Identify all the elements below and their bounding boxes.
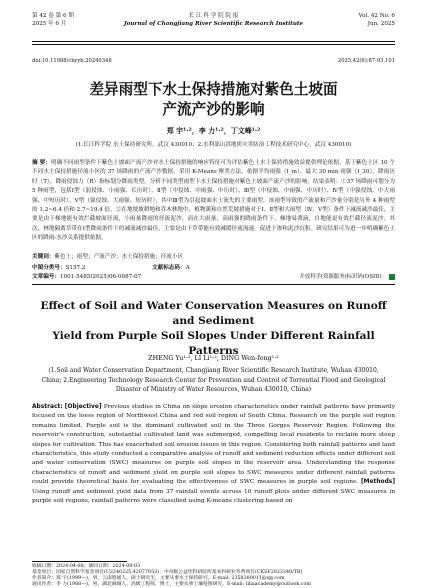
objective-label: [Objective] — [64, 404, 102, 410]
doc-code-group — [152, 264, 190, 273]
cn-keywords-label: 关键词： — [32, 254, 55, 260]
journal-name-cn: 长 江 科 学 院 院 报 — [188, 13, 239, 19]
doc-code-label: 文献标志码： — [152, 265, 186, 271]
clc-label: 中图分类号： — [32, 265, 66, 271]
osid-qr-icon[interactable] — [389, 274, 395, 280]
cn-title-line: 差异雨型下水土保持措施对紫色土坡面 — [89, 81, 338, 98]
clc-group — [32, 264, 152, 273]
date-en: Jun. 2025 — [367, 21, 395, 27]
methods-text: Using runoff and sediment yield data from 37 rainfall events across 10 runoff plots under different SWC measures in purple soil regions, rainfall patterns were classified using K-means clustering based on — [32, 488, 395, 505]
article-no-value: 1001-5485(2025)06-0087-07 — [59, 274, 142, 280]
header-rule — [32, 41, 395, 45]
doi-line — [32, 58, 395, 64]
running-head-center — [32, 12, 395, 28]
cn-authors: 郑 宇¹·²，李 力¹·²，丁文峰¹·² — [166, 126, 261, 135]
doc-code-value: A — [185, 265, 190, 271]
running-head-right — [359, 12, 395, 28]
en-abstract-text: Previous studies in China on slope erosion characteristics under rainfall patterns have primarily focused on the loess region of Northwest China and red soil region of South China. Research on the purple soil region remains limited. Purple soil is the dominant cultivated soil in the Three Gorges Reservoir Region. Following the reservoir's construction, substantial cultivated land was submerged, compelling local residents to reclaim more steep slopes for cultivation. This has exacerbated soil erosion issues in this region. Considering both rainfall patterns and land characteristics, this study conducted a comparative analysis of runoff and sediment reduction effects under different soil and water conservation (SWC) measures on purple soil slopes in the reservoir area. Understanding the response characteristics of runoff and sediment yield on purple soil slopes to SWC measures under different rainfall patterns could provide theoretical basis for evaluating the effectiveness of SWC measures in purple soil regions. — [32, 404, 396, 486]
en-abstract-label: Abstract: — [32, 404, 63, 410]
footnote: 作者简介：郑 宇(1999—)，男，云南昭通人，硕士研究生，主要从事水土保持研究。E-mail: 2358389011@qq.com — [32, 576, 285, 581]
running-head — [32, 12, 395, 38]
cn-abstract — [32, 159, 395, 244]
osid-label: 开放科学(资源服务)标识码(OSID)： — [299, 274, 387, 280]
en-affiliation: (1.Soil and Water Conservation Department, Changjiang River Scientific Research Institute, Wuhan 430010, China; 2.Engineering Technology Research Center for Prevention and Control of Torrential Flood and Geological Disaster of Ministry of Water Resources, Wuhan 430010, China) — [41, 367, 386, 394]
clc-value: S157.2 — [65, 265, 86, 271]
footnotes — [32, 564, 395, 588]
cn-keywords — [32, 253, 395, 262]
en-title-line: Effect of Soil and Water Conservation Measures on Runoff and Sediment — [40, 300, 387, 327]
footnote: 收稿日期：2024-04-08；修回日期：2024-09-03 — [32, 564, 141, 569]
date-cn: 2025 年 6 月 — [32, 21, 67, 27]
footnote-rule — [32, 561, 127, 562]
en-abstract — [32, 403, 395, 506]
cn-abstract-text: 明确不同雨型条件下紫色土坡面产流产沙对水土保持措施的响应特征可为评估紫色土水土保持措施效益提供理论依据。基于紫色土区 10 个不同水土保持措施径流小区的 37 场降雨的产流产沙数据，采用 K-Means 聚类方法，依据平均雨强（I_m）、最大 30 min 雨强（I_30）、降雨历时（T）、降雨侵蚀力（R）指标划分降雨类型，分析不同类型雨型下水土保持措施对紫色土坡面产流产沙的影响。结果表明：①37 场降雨可划分为 5 种雨型，包括Ⅰ型（弱侵蚀、小雨强、长历时）、Ⅱ型（中侵蚀、中雨强、中历时）、Ⅲ型（中侵蚀、中雨强、中历时）、Ⅳ型（中强侵蚀、中大雨强、中短历时）、Ⅴ型（强侵蚀、大雨强、短历时），其中Ⅲ型为引起坡面水土流失的主要雨型，该雨型导致的产流量和产沙量分别是另外 4 种雨型的 1.2~6.4 倍和 2.7~19.4 倍。②在地埂坡耕地和乔木林地中，植物篱和自然荒坡措施对于Ⅰ、Ⅱ型和大雨型（Ⅳ、Ⅴ型）条件下减流减沙最佳，主要是由于梯地能有效拦截坡面径流，小雨量降雨的径流泥沙，而在大雨量、高雨强的降雨条件下，梯地易溃滴，自地能更有效拦截径流泥沙；其次，林地隔离草带在Ⅰ型降雨条件下的减流减沙最佳，主要是由于草带能有效减缓径流流速，促进下渗和泥沙沉积。研究结果可为进一步明确紫色土区的降雨-水沙关系提供依据。 — [32, 160, 395, 242]
footnote: 基金项目：国家自然科学基金项目(U2240225,42077053)；中央级公益性科研院所基本科研业务费项目(CKSF2023340/TB) — [32, 570, 303, 575]
doi[interactable]: doi:10.11988/ckyyb.20240348 — [32, 58, 112, 64]
methods-label: [Methods] — [360, 479, 396, 486]
footnote: 通讯作者：李 力(1988—)，男，湖北麻城人，高级工程师，博士，主要从事土壤侵蚀研究。E-mail: liliaacademy@outlook.com — [32, 582, 311, 587]
cn-affiliation: (1.长江科学院 水土保持研究所，武汉 430010；2.水利部山洪地质灾害防治工程技术研究中心，武汉 430010) — [75, 142, 352, 148]
cn-abstract-label: 摘 要： — [32, 160, 51, 166]
volume-issue-en: Vol. 42 No. 6 — [358, 13, 395, 19]
en-authors: ZHENG Yu¹·², LI Li¹·², DING Wen-feng¹·² — [148, 354, 279, 362]
journal-name-en: Journal of Changjiang River Scientific Research Institute — [123, 21, 304, 27]
cn-title-line: 产流产沙的影响 — [162, 101, 265, 118]
cn-title — [32, 80, 395, 120]
section-rule — [32, 284, 395, 285]
cn-keywords-text: 紫色土；雨型；产流产沙；水土保持措施；径流小区 — [54, 254, 184, 260]
volume-issue-cn: 第 42 卷 第 6 期 — [32, 13, 74, 19]
en-title-line: Yield from Purple Soil Slopes Under Different Rainfall Patterns — [52, 330, 375, 357]
en-title — [32, 299, 395, 359]
citation: 2025,42(6):87-93,101 — [337, 58, 395, 64]
osid-block — [299, 272, 395, 280]
article-no-label: 文章编号： — [32, 274, 60, 280]
